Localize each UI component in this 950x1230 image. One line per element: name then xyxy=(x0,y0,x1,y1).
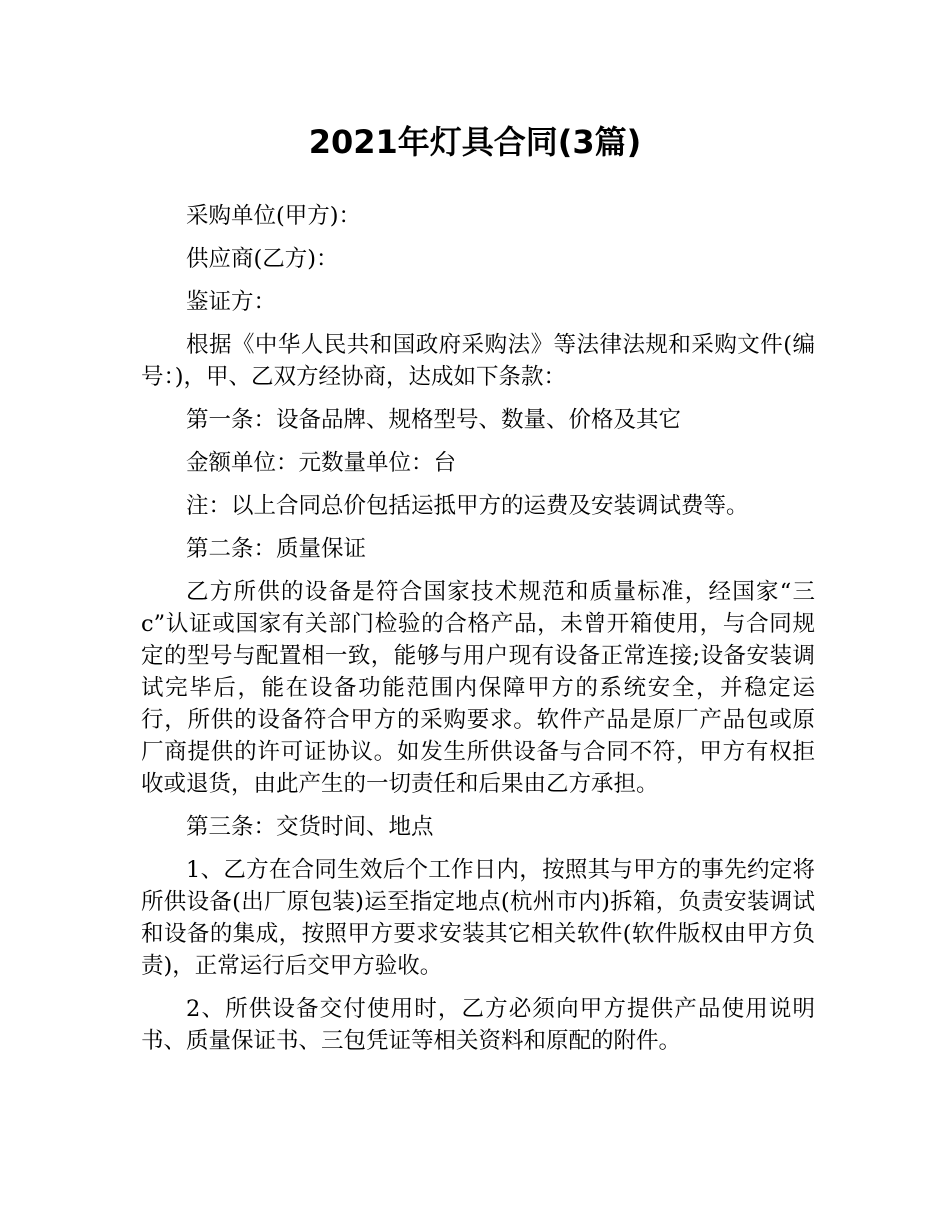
article-2-heading: 第二条：质量保证 xyxy=(186,536,367,562)
delivery-clause-2: 2、所供设备交付使用时，乙方必须向甲方提供产品使用说明书、质量保证书、三包凭证等相关资料和原配的附件。 xyxy=(141,996,815,1054)
document-body xyxy=(141,200,815,1068)
article-3-heading: 第三条：交货时间、地点 xyxy=(186,814,434,840)
units-line: 金额单位：元数量单位：台 xyxy=(186,450,457,476)
purchaser-line: 采购单位(甲方)： xyxy=(186,203,362,229)
supplier-line: 供应商(乙方)： xyxy=(186,246,339,272)
delivery-clause-1: 1、乙方在合同生效后个工作日内，按照其与甲方的事先约定将所供设备(出厂原包装)运至指定地点(杭州市内)拆箱，负责安装调试和设备的集成，按照甲方要求安装其它相关软件(软件版权由甲方负责)，正常运行后交甲方验收。 xyxy=(141,857,815,979)
article-1-heading: 第一条：设备品牌、规格型号、数量、价格及其它 xyxy=(186,407,682,433)
quality-paragraph: 乙方所供的设备是符合国家技术规范和质量标准，经国家“三c”认证或国家有关部门检验的合格产品，未曾开箱使用，与合同规定的型号与配置相一致，能够与用户现有设备正常连接;设备安装调试完毕后，能在设备功能范围内保障甲方的系统安全，并稳定运行，所供的设备符合甲方的采购要求。软件产品是原厂产品包或原厂商提供的许可证协议。如发生所供设备与合同不符，甲方有权拒收或退货，由此产生的一切责任和后果由乙方承担。 xyxy=(141,579,815,797)
note-line: 注：以上合同总价包括运抵甲方的运费及安装调试费等。 xyxy=(186,493,749,519)
witness-line: 鉴证方： xyxy=(186,289,277,315)
document-title: 2021年灯具合同(3篇) xyxy=(308,123,642,161)
preamble-paragraph: 根据《中华人民共和国政府采购法》等法律法规和采购文件(编号：)，甲、乙双方经协商，达成如下条款： xyxy=(141,332,815,390)
